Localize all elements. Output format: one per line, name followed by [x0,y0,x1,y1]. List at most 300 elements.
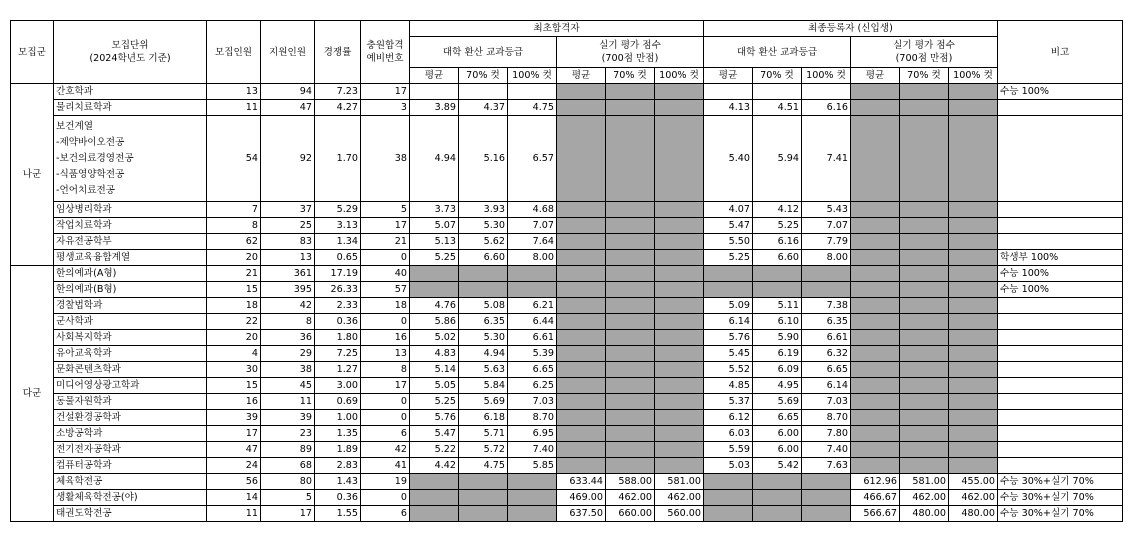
final-grade-cell: 5.37 [704,394,753,410]
final-practical-cell: 581.00 [900,474,949,490]
applicants-cell: 89 [261,442,315,458]
final-grade-cell [753,84,802,100]
final-practical-cell [949,346,998,362]
applicants-cell: 23 [261,426,315,442]
first-grade-cell: 5.30 [459,330,508,346]
final-grade-cell [704,266,753,282]
header-cut100: 100% 컷 [655,68,704,84]
applicants-cell: 11 [261,394,315,410]
header-final-practical [851,37,998,68]
note-cell [998,458,1123,474]
table-row [11,474,1123,490]
reserve-cell: 0 [361,394,410,410]
header-first-practical [557,37,704,68]
first-grade-cell: 5.39 [508,346,557,362]
first-practical-cell [606,116,655,202]
final-practical-cell [949,458,998,474]
final-grade-cell [753,506,802,522]
final-grade-cell: 7.03 [802,394,851,410]
header-group: 모집군 [11,21,54,84]
reserve-cell: 0 [361,410,410,426]
first-grade-cell: 5.16 [459,116,508,202]
final-grade-cell [753,490,802,506]
final-grade-cell: 6.12 [704,410,753,426]
first-grade-cell [410,266,459,282]
header-avg: 평균 [704,68,753,84]
table-row [11,362,1123,378]
final-grade-cell [753,474,802,490]
quota-cell: 47 [207,442,261,458]
first-grade-cell: 5.84 [459,378,508,394]
final-practical-cell [949,362,998,378]
note-cell: 수능 30%+실기 70% [998,506,1123,522]
final-grade-cell: 6.35 [802,314,851,330]
reserve-cell: 13 [361,346,410,362]
final-practical-cell [949,266,998,282]
unit-cell: 간호학과 [54,84,207,100]
header-avg: 평균 [410,68,459,84]
final-grade-cell [704,474,753,490]
table-row [11,426,1123,442]
final-practical-cell [949,410,998,426]
note-cell [998,426,1123,442]
final-grade-cell [704,490,753,506]
applicants-cell: 5 [261,490,315,506]
reserve-cell: 57 [361,282,410,298]
final-grade-cell: 7.38 [802,298,851,314]
note-cell [998,362,1123,378]
first-practical-cell [606,458,655,474]
final-grade-cell: 6.14 [704,314,753,330]
competition-cell: 0.65 [315,250,361,266]
unit-cell: 임상병리학과 [54,202,207,218]
first-practical-cell [655,458,704,474]
reserve-cell: 17 [361,218,410,234]
first-grade-cell: 4.75 [508,100,557,116]
first-grade-cell: 5.22 [410,442,459,458]
final-practical-cell [900,84,949,100]
final-practical-cell: 462.00 [900,490,949,506]
unit-cell: 사회복지학과 [54,330,207,346]
reserve-cell: 3 [361,100,410,116]
table-row [11,330,1123,346]
first-grade-cell: 6.95 [508,426,557,442]
unit-cell: 한의예과(B형) [54,282,207,298]
competition-cell: 1.70 [315,116,361,202]
final-practical-cell [949,314,998,330]
first-practical-cell: 660.00 [606,506,655,522]
unit-cell: 물리치료학과 [54,100,207,116]
first-grade-cell: 7.40 [508,442,557,458]
note-cell [998,218,1123,234]
unit-line: -보건의료경영전공 [56,152,134,164]
final-practical-cell [949,330,998,346]
first-practical-cell [606,234,655,250]
final-grade-cell [802,84,851,100]
final-practical-cell [900,458,949,474]
final-grade-cell: 5.76 [704,330,753,346]
quota-cell: 54 [207,116,261,202]
final-grade-cell: 4.51 [753,100,802,116]
header-quota: 모집인원 [207,21,261,84]
applicants-cell: 45 [261,378,315,394]
quota-cell: 17 [207,426,261,442]
first-practical-cell [557,410,606,426]
group-cell: 나군 [11,84,54,266]
first-grade-cell: 6.61 [508,330,557,346]
table-row [11,394,1123,410]
header-avg: 평균 [557,68,606,84]
first-practical-cell: 462.00 [655,490,704,506]
unit-cell: 전기전자공학과 [54,442,207,458]
first-practical-cell [655,298,704,314]
first-practical-cell [557,234,606,250]
competition-cell: 2.83 [315,458,361,474]
competition-cell: 1.80 [315,330,361,346]
competition-cell: 2.33 [315,298,361,314]
first-practical-cell: 560.00 [655,506,704,522]
final-practical-cell: 480.00 [949,506,998,522]
unit-line: -식품영양학전공 [56,168,125,180]
reserve-cell: 6 [361,426,410,442]
first-grade-cell: 5.47 [410,426,459,442]
final-grade-cell: 6.16 [753,234,802,250]
reserve-cell: 0 [361,314,410,330]
final-grade-cell: 5.69 [753,394,802,410]
competition-cell: 3.00 [315,378,361,394]
final-grade-cell: 6.00 [753,426,802,442]
first-grade-cell: 5.85 [508,458,557,474]
final-grade-cell: 8.70 [802,410,851,426]
reserve-cell: 40 [361,266,410,282]
unit-cell [54,116,207,202]
final-practical-cell: 466.67 [851,490,900,506]
final-grade-cell: 4.13 [704,100,753,116]
quota-cell: 18 [207,298,261,314]
header-final-practical-line2: (700점 만점) [895,53,953,64]
quota-cell: 14 [207,490,261,506]
final-practical-cell [949,394,998,410]
first-grade-cell [508,282,557,298]
final-grade-cell [704,506,753,522]
competition-cell: 4.27 [315,100,361,116]
first-grade-cell [508,490,557,506]
final-practical-cell: 455.00 [949,474,998,490]
first-grade-cell [459,506,508,522]
quota-cell: 11 [207,100,261,116]
unit-cell: 한의예과(A형) [54,266,207,282]
final-practical-cell [900,330,949,346]
header-cut70: 70% 컷 [606,68,655,84]
header-cut100: 100% 컷 [949,68,998,84]
table-row [11,346,1123,362]
first-practical-cell [606,218,655,234]
first-grade-cell: 8.00 [508,250,557,266]
first-grade-cell: 5.05 [410,378,459,394]
unit-cell: 컴퓨터공학과 [54,458,207,474]
first-practical-cell [655,116,704,202]
first-grade-cell: 4.75 [459,458,508,474]
first-grade-cell: 4.94 [410,116,459,202]
unit-cell: 미디어영상광고학과 [54,378,207,394]
first-grade-cell [410,490,459,506]
final-practical-cell [851,202,900,218]
first-grade-cell [508,84,557,100]
final-practical-cell [900,410,949,426]
final-practical-cell: 480.00 [900,506,949,522]
first-practical-cell [606,100,655,116]
final-practical-cell [949,282,998,298]
final-grade-cell [802,474,851,490]
final-grade-cell: 6.61 [802,330,851,346]
final-grade-cell: 6.10 [753,314,802,330]
first-grade-cell: 4.37 [459,100,508,116]
final-practical-cell [949,116,998,202]
unit-cell: 군사학과 [54,314,207,330]
first-practical-cell [606,410,655,426]
first-practical-cell [606,202,655,218]
table-row [11,266,1123,282]
final-grade-cell: 6.19 [753,346,802,362]
final-practical-cell [949,218,998,234]
first-grade-cell: 5.08 [459,298,508,314]
first-practical-cell [557,378,606,394]
admissions-results-table [10,20,1123,522]
competition-cell: 5.29 [315,202,361,218]
first-practical-cell [557,426,606,442]
reserve-cell: 17 [361,378,410,394]
unit-cell: 문화콘텐츠학과 [54,362,207,378]
final-practical-cell [851,282,900,298]
quota-cell: 11 [207,506,261,522]
header-reserve-line2: 예비번호 [366,53,404,64]
first-practical-cell [606,298,655,314]
competition-cell: 0.36 [315,314,361,330]
header-first-practical-line2: (700점 만점) [601,53,659,64]
applicants-cell: 37 [261,202,315,218]
first-grade-cell: 7.07 [508,218,557,234]
final-grade-cell: 4.12 [753,202,802,218]
quota-cell: 8 [207,218,261,234]
reserve-cell: 17 [361,84,410,100]
table-row [11,202,1123,218]
table-row [11,378,1123,394]
unit-line: -언어치료전공 [56,184,116,196]
final-grade-cell: 5.43 [802,202,851,218]
final-practical-cell [949,202,998,218]
applicants-cell: 68 [261,458,315,474]
final-practical-cell [900,298,949,314]
final-practical-cell [900,250,949,266]
first-practical-cell [557,362,606,378]
first-practical-cell [557,314,606,330]
table-body [11,84,1123,522]
quota-cell: 16 [207,394,261,410]
final-practical-cell [851,314,900,330]
applicants-cell: 8 [261,314,315,330]
table-row [11,218,1123,234]
final-grade-cell: 5.09 [704,298,753,314]
header-final-registration: 최종등록자 (신입생) [704,21,998,37]
first-practical-cell [557,250,606,266]
competition-cell: 1.00 [315,410,361,426]
final-practical-cell [851,266,900,282]
first-practical-cell [655,442,704,458]
note-cell: 수능 100% [998,84,1123,100]
first-practical-cell: 462.00 [606,490,655,506]
first-grade-cell: 6.44 [508,314,557,330]
note-cell [998,116,1123,202]
reserve-cell: 19 [361,474,410,490]
competition-cell: 26.33 [315,282,361,298]
first-grade-cell: 6.25 [508,378,557,394]
first-grade-cell: 5.14 [410,362,459,378]
table-row [11,458,1123,474]
first-practical-cell [557,442,606,458]
final-practical-cell: 612.96 [851,474,900,490]
final-practical-cell [900,202,949,218]
final-grade-cell: 6.09 [753,362,802,378]
competition-cell: 0.36 [315,490,361,506]
unit-line: -제약바이오전공 [56,136,125,148]
header-final-grade: 대학 환산 교과등급 [704,37,851,68]
first-practical-cell [655,266,704,282]
applicants-cell: 39 [261,410,315,426]
note-cell [998,100,1123,116]
first-practical-cell [655,314,704,330]
reserve-cell: 21 [361,234,410,250]
final-grade-cell [704,84,753,100]
first-grade-cell: 5.02 [410,330,459,346]
final-practical-cell [851,330,900,346]
competition-cell: 3.13 [315,218,361,234]
note-cell [998,298,1123,314]
first-grade-cell: 3.89 [410,100,459,116]
competition-cell: 7.25 [315,346,361,362]
first-grade-cell [508,474,557,490]
first-practical-cell [557,282,606,298]
applicants-cell: 83 [261,234,315,250]
first-practical-cell [557,84,606,100]
final-practical-cell [900,378,949,394]
table-row [11,84,1123,100]
applicants-cell: 25 [261,218,315,234]
first-practical-cell [606,394,655,410]
note-cell: 수능 100% [998,282,1123,298]
quota-cell: 56 [207,474,261,490]
first-grade-cell: 4.76 [410,298,459,314]
note-cell [998,378,1123,394]
final-grade-cell [802,506,851,522]
competition-cell: 1.89 [315,442,361,458]
table-row [11,442,1123,458]
final-grade-cell: 5.25 [753,218,802,234]
first-practical-cell [606,362,655,378]
final-practical-cell [900,218,949,234]
quota-cell: 62 [207,234,261,250]
final-practical-cell [851,234,900,250]
note-cell: 수능 30%+실기 70% [998,474,1123,490]
final-grade-cell: 7.63 [802,458,851,474]
first-practical-cell [655,362,704,378]
table-row [11,234,1123,250]
unit-cell: 태권도학전공 [54,506,207,522]
first-practical-cell [655,426,704,442]
final-practical-cell [851,458,900,474]
note-cell [998,442,1123,458]
final-grade-cell: 6.03 [704,426,753,442]
final-grade-cell: 4.95 [753,378,802,394]
applicants-cell: 92 [261,116,315,202]
first-practical-cell [606,442,655,458]
competition-cell: 17.19 [315,266,361,282]
final-practical-cell [851,346,900,362]
quota-cell: 15 [207,378,261,394]
final-grade-cell [802,282,851,298]
first-practical-cell [655,394,704,410]
first-grade-cell: 4.68 [508,202,557,218]
first-grade-cell: 5.13 [410,234,459,250]
first-practical-cell [606,314,655,330]
final-practical-cell [900,362,949,378]
final-practical-cell [851,84,900,100]
first-grade-cell [410,84,459,100]
first-practical-cell [606,426,655,442]
quota-cell: 15 [207,282,261,298]
header-applicants: 지원인원 [261,21,315,84]
final-practical-cell [949,442,998,458]
first-practical-cell [655,410,704,426]
competition-cell: 0.69 [315,394,361,410]
applicants-cell: 395 [261,282,315,298]
first-practical-cell: 633.44 [557,474,606,490]
table-row [11,506,1123,522]
first-grade-cell: 6.18 [459,410,508,426]
table-row [11,100,1123,116]
first-practical-cell [606,346,655,362]
final-practical-cell [900,314,949,330]
competition-cell: 1.34 [315,234,361,250]
quota-cell: 7 [207,202,261,218]
first-grade-cell [410,474,459,490]
first-practical-cell [557,298,606,314]
final-grade-cell: 6.14 [802,378,851,394]
first-grade-cell: 6.65 [508,362,557,378]
final-grade-cell: 5.40 [704,116,753,202]
final-grade-cell: 4.85 [704,378,753,394]
first-grade-cell [459,282,508,298]
first-grade-cell: 5.71 [459,426,508,442]
group-cell: 다군 [11,266,54,522]
table-row [11,250,1123,266]
first-practical-cell [606,266,655,282]
final-grade-cell [704,282,753,298]
first-practical-cell [557,202,606,218]
table-row [11,490,1123,506]
applicants-cell: 38 [261,362,315,378]
final-grade-cell: 8.00 [802,250,851,266]
reserve-cell: 6 [361,506,410,522]
header-first-pass: 최초합격자 [410,21,704,37]
first-grade-cell: 5.69 [459,394,508,410]
final-grade-cell: 5.11 [753,298,802,314]
note-cell [998,394,1123,410]
unit-cell: 체육학전공 [54,474,207,490]
unit-cell: 생활체육학전공(야) [54,490,207,506]
final-grade-cell: 6.32 [802,346,851,362]
final-practical-cell [851,218,900,234]
competition-cell: 1.55 [315,506,361,522]
